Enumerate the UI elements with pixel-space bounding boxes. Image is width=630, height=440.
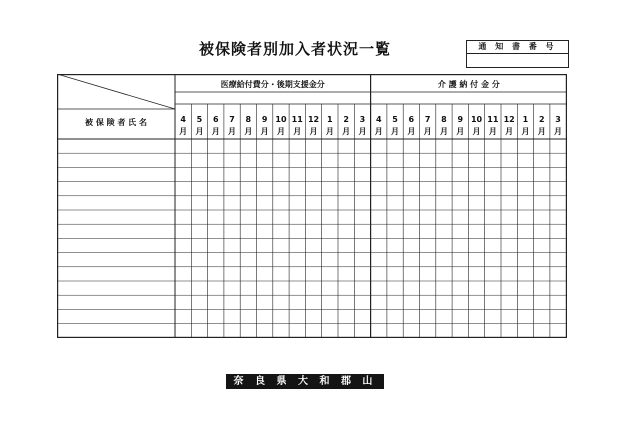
month-unit: 月 (423, 127, 432, 136)
month-number: 7 (229, 115, 235, 124)
month-unit: 月 (179, 127, 188, 136)
month-unit: 月 (228, 127, 237, 136)
month-unit: 月 (358, 127, 367, 136)
month-unit: 月 (554, 127, 563, 136)
page-title: 被保険者別加入者状況一覧 (198, 40, 391, 58)
month-number: 2 (538, 115, 545, 124)
notice-number-box (466, 40, 569, 68)
month-unit: 月 (342, 127, 351, 136)
group-header-care: 介 護 納 付 金 分 (437, 80, 500, 89)
month-number: 6 (408, 115, 415, 124)
month-unit: 月 (391, 127, 400, 136)
month-number: 2 (343, 115, 349, 124)
month-unit: 月 (537, 127, 546, 136)
notice-number-field[interactable] (467, 54, 568, 68)
month-unit: 月 (488, 127, 497, 136)
month-number: 9 (457, 115, 464, 124)
month-number: 11 (487, 115, 499, 124)
month-number: 5 (392, 115, 398, 124)
month-number: 8 (245, 115, 252, 124)
footer-municipality: 奈 良 県 大 和 郡 山 市 (226, 374, 384, 389)
month-unit: 月 (439, 127, 448, 136)
month-number: 12 (503, 115, 515, 124)
month-unit: 月 (472, 127, 481, 136)
month-unit: 月 (211, 127, 220, 136)
month-number: 6 (212, 115, 219, 124)
enrollment-status-table (57, 74, 567, 338)
month-number: 3 (359, 115, 366, 124)
month-number: 3 (555, 115, 561, 124)
month-number: 1 (522, 115, 529, 124)
group-header-medical: 医療給付費分・後期支援金分 (220, 80, 325, 89)
corner-diagonal (57, 74, 175, 109)
month-unit: 月 (521, 127, 530, 136)
month-number: 4 (375, 115, 382, 124)
month-unit: 月 (374, 127, 383, 136)
month-number: 7 (424, 115, 431, 124)
month-number: 12 (307, 115, 320, 124)
notice-number-label: 通 知 書 番 号 (467, 41, 568, 54)
month-unit: 月 (505, 127, 514, 136)
name-column-header: 被 保 険 者 氏 名 (85, 118, 147, 127)
month-number: 10 (275, 115, 287, 124)
month-unit: 月 (309, 127, 318, 136)
month-number: 8 (441, 115, 447, 124)
month-unit: 月 (244, 127, 253, 136)
month-number: 11 (291, 115, 303, 124)
month-number: 4 (180, 115, 186, 124)
month-unit: 月 (276, 127, 285, 136)
month-unit: 月 (407, 127, 416, 136)
month-number: 10 (470, 115, 483, 124)
month-number: 5 (196, 115, 203, 124)
month-unit: 月 (293, 127, 302, 136)
month-unit: 月 (325, 127, 334, 136)
month-number: 9 (261, 115, 268, 124)
month-unit: 月 (260, 127, 269, 136)
month-unit: 月 (195, 127, 204, 136)
month-unit: 月 (456, 127, 465, 136)
month-number: 1 (327, 115, 333, 124)
